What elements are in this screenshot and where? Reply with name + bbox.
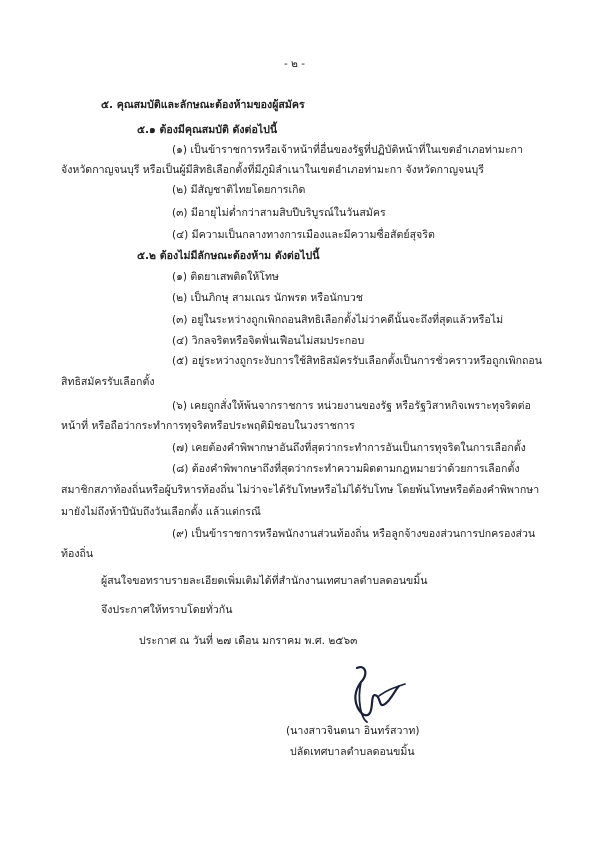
signer-name: (นางสาวจินตนา อินทร์สวาท)	[286, 725, 420, 737]
prohibition-item: (๔) วิกลจริตหรือจิตฟั่นเฟือนไม่สมประกอบ	[172, 335, 365, 347]
prohibition-item-cont: หน้าที่ หรือถือว่ากระทำการทุจริตหรือประพฤติมิชอบในวงราชการ	[61, 420, 355, 432]
prohibition-item: (๙) เป็นข้าราชการหรือพนักงานส่วนท้องถิ่น หรือลูกจ้างของส่วนการปกครองส่วน	[172, 528, 536, 540]
prohibition-item: (๕) อยู่ระหว่างถูกระงับการใช้สิทธิสมัครรับเลือกตั้งเป็นการชั่วคราวหรือถูกเพิกถอน	[172, 355, 543, 367]
prohibition-item-cont: สมาชิกสภาท้องถิ่นหรือผู้บริหารท้องถิ่น ไม่ว่าจะได้รับโทษหรือไม่ได้รับโทษ โดยพ้นโทษหรือต้องคำพิพากษา	[61, 484, 540, 496]
section-5-1-heading: ๕.๑ ต้องมีคุณสมบัติ ดังต่อไปนี้	[137, 124, 278, 136]
announcement-date: ประกาศ ณ วันที่ ๒๗ เดือน มกราคม พ.ศ. ๒๕๖๓	[139, 635, 358, 647]
prohibition-item: (๓) อยู่ในระหว่างถูกเพิกถอนสิทธิเลือกตั้งไม่ว่าคดีนั้นจะถึงที่สุดแล้วหรือไม่	[172, 314, 504, 326]
prohibition-item: (๒) เป็นภิกษุ สามเณร นักพรต หรือนักบวช	[172, 292, 363, 304]
section-5-2-heading: ๕.๒ ต้องไม่มีลักษณะต้องห้าม ดังต่อไปนี้	[137, 250, 320, 262]
prohibition-item-cont: สิทธิสมัครรับเลือกตั้ง	[61, 376, 155, 388]
qualification-item-cont: จังหวัดกาญจนบุรี หรือเป็นผู้มีสิทธิเลือกตั้งที่มีภูมิลำเนาในเขตอำเภอท่ามะกา จังหวัดกาญจนบุรี	[61, 164, 484, 176]
prohibition-item-cont: มายังไม่ถึงห้าปีนับถึงวันเลือกตั้ง แล้วแต่กรณี	[61, 506, 261, 518]
section-5-heading: ๕. คุณสมบัติและลักษณะต้องห้ามของผู้สมัคร	[101, 99, 305, 111]
qualification-item: (๒) มีสัญชาติไทยโดยการเกิด	[172, 184, 306, 196]
qualification-item: (๔) มีความเป็นกลางทางการเมืองและมีความซื่อสัตย์สุจริต	[172, 229, 435, 241]
notice-paragraph: จึงประกาศให้ทราบโดยทั่วกัน	[101, 604, 233, 616]
prohibition-item: (๗) เคยต้องคำพิพากษาอันถึงที่สุดว่ากระทำการอันเป็นการทุจริตในการเลือกตั้ง	[172, 442, 526, 454]
contact-paragraph: ผู้สนใจขอทราบรายละเอียดเพิ่มเติมได้ที่สำนักงานเทศบาลตำบลดอนขมิ้น	[101, 575, 428, 587]
signature-image	[335, 660, 415, 725]
prohibition-item: (๖) เคยถูกสั่งให้พ้นจากราชการ หน่วยงานของรัฐ หรือรัฐวิสาหกิจเพราะทุจริตต่อ	[172, 400, 531, 412]
signer-position: ปลัดเทศบาลตำบลดอนขมิ้น	[290, 746, 415, 758]
prohibition-item: (๘) ต้องคำพิพากษาถึงที่สุดว่ากระทำความผิดตามกฎหมายว่าด้วยการเลือกตั้ง	[172, 463, 520, 475]
qualification-item: (๑) เป็นข้าราชการหรือเจ้าหน้าที่อื่นของรัฐที่ปฏิบัติหน้าที่ในเขตอำเภอท่ามะกา	[172, 144, 523, 156]
prohibition-item: (๑) ติดยาเสพติดให้โทษ	[172, 271, 279, 283]
qualification-item: (๓) มีอายุไม่ต่ำกว่าสามสิบปีบริบูรณ์ในวันสมัคร	[172, 207, 386, 219]
page-number: - ๒ -	[284, 58, 305, 70]
prohibition-item-cont: ท้องถิ่น	[61, 548, 94, 560]
